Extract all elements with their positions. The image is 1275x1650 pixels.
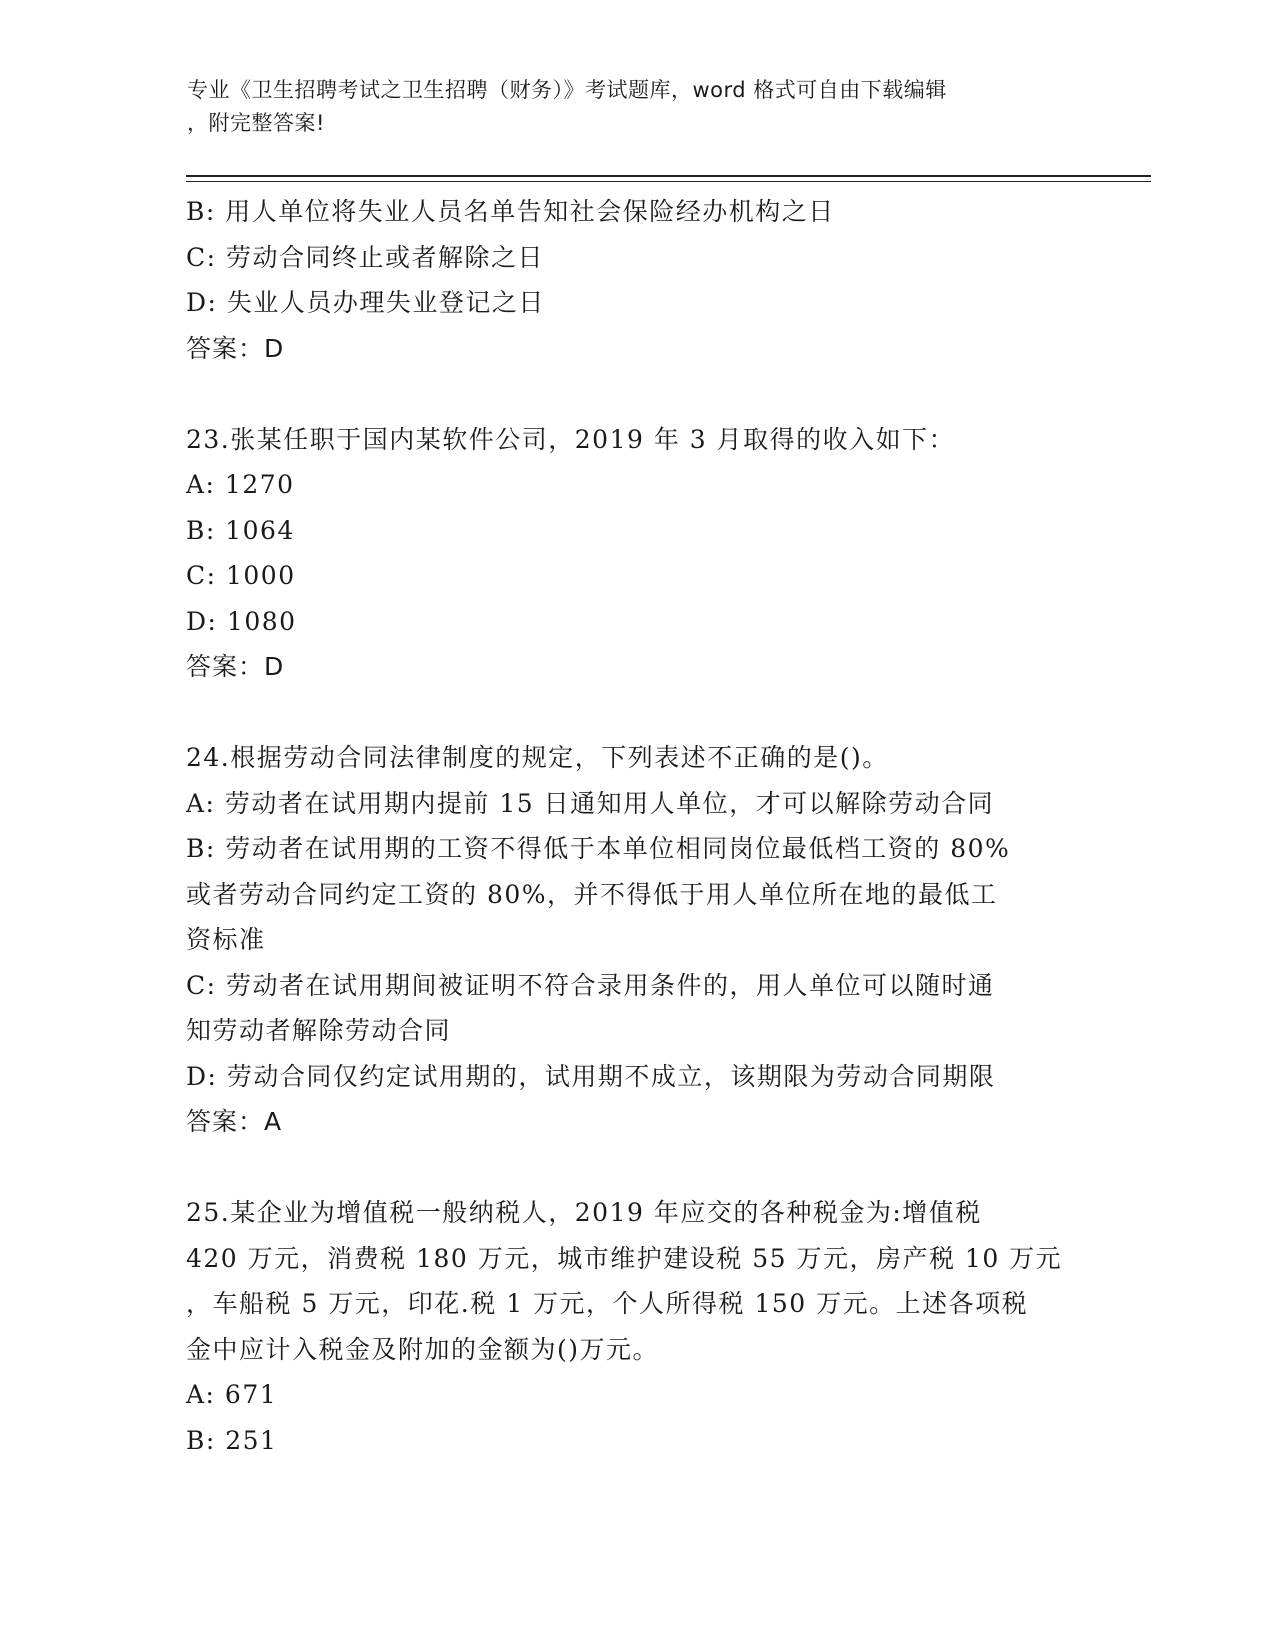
q23-option-c: C: 1000 (186, 561, 296, 590)
q22-option-c: C: 劳动合同终止或者解除之日 (186, 242, 544, 272)
question-22 (186, 189, 1086, 371)
spacer (186, 690, 1086, 736)
q24-option-c-line-1: C: 劳动者在试用期间被证明不符合录用条件的，用人单位可以随时通 (186, 970, 995, 1000)
q24-option-a: A: 劳动者在试用期内提前 15 日通知用人单位，才可以解除劳动合同 (186, 788, 995, 818)
q23-option-d: D: 1080 (186, 606, 297, 636)
header-line-1: 专业《卫生招聘考试之卫生招聘（财务）》考试题库，word 格式可自由下载编辑 (187, 78, 947, 102)
q22-option-b: B: 用人单位将失业人员名单告知社会保险经办机构之日 (186, 197, 835, 226)
spacer (186, 1145, 1086, 1191)
q25-stem-line-4: 金中应计入税金及附加的金额为()万元。 (186, 1334, 660, 1364)
q25-option-b: B: 251 (186, 1425, 278, 1455)
q22-answer: 答案：D (186, 333, 285, 363)
header-divider-thin (186, 181, 1151, 182)
question-25 (186, 1190, 1086, 1463)
q24-option-d: D: 劳动合同仅约定试用期的，试用期不成立，该期限为劳动合同期限 (186, 1061, 996, 1091)
q23-option-b: B: 1064 (186, 515, 295, 545)
q22-option-d: D: 失业人员办理失业登记之日 (186, 288, 545, 317)
q23-answer: 答案：D (186, 652, 285, 681)
q24-option-b-line-2: 或者劳动合同约定工资的 80%，并不得低于用人单位所在地的最低工 (186, 879, 998, 909)
header-divider-thick (186, 175, 1151, 177)
question-content (186, 189, 1086, 1463)
q24-option-b-line-3: 资标准 (186, 925, 266, 954)
q25-stem-line-3: ，车船税 5 万元，印花.税 1 万元，个人所得税 150 万元。上述各项税 (186, 1289, 1029, 1318)
q24-stem: 24.根据劳动合同法律制度的规定，下列表述不正确的是()。 (186, 743, 889, 772)
q23-option-a: A: 1270 (186, 470, 295, 499)
question-24 (186, 735, 1086, 1145)
q24-answer: 答案：A (186, 1107, 283, 1136)
spacer (186, 371, 1086, 417)
q25-stem-line-2: 420 万元，消费税 180 万元，城市维护建设税 55 万元，房产税 10 万元 (186, 1243, 1063, 1273)
q25-option-a: A: 671 (186, 1380, 278, 1409)
q24-option-b-line-1: B: 劳动者在试用期的工资不得低于本单位相同岗位最低档工资的 80% (186, 834, 1011, 863)
header-line-2: ，附完整答案! (187, 111, 325, 135)
page-header (187, 74, 1067, 140)
q25-stem-line-1: 25.某企业为增值税一般纳税人，2019 年应交的各种税金为:增值税 (186, 1198, 982, 1227)
q24-option-c-line-2: 知劳动者解除劳动合同 (186, 1016, 452, 1045)
q23-stem: 23.张某任职于国内某软件公司，2019 年 3 月取得的收入如下： (186, 424, 956, 454)
question-23 (186, 417, 1086, 690)
